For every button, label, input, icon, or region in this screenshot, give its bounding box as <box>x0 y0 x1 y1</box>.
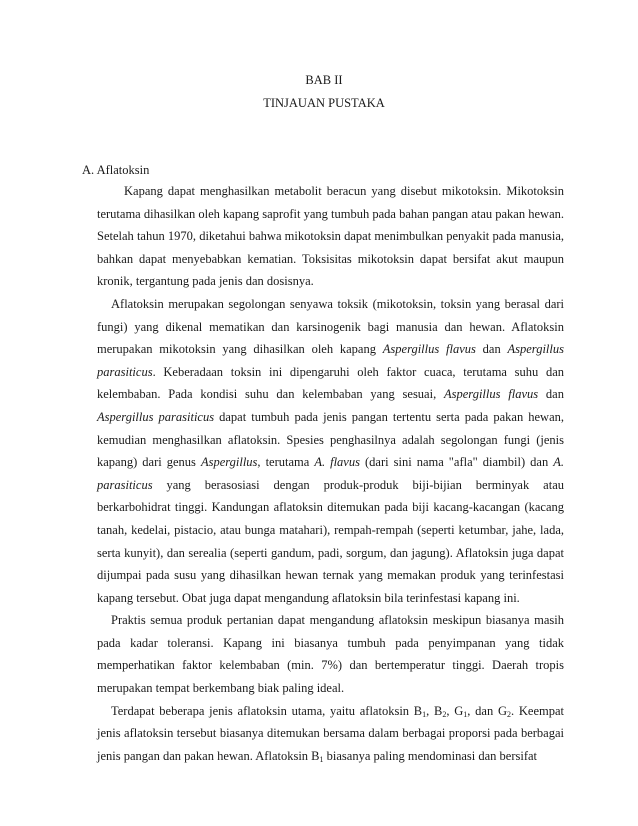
text-run: . Keempat jenis aflatoksin tersebut biasanya ditemukan bersama dalam berbagai proporsi pada berbagai jenis pangan dan pakan hewan. Aflatoksin B <box>97 703 565 763</box>
subscript: 1 <box>422 709 427 719</box>
italic-text: Aspergillus parasiticus <box>97 409 215 424</box>
italic-text: Aspergillus flavus <box>444 387 539 402</box>
italic-text: A. flavus <box>314 455 360 470</box>
text-run: , G <box>446 703 464 718</box>
text-run: dapat tumbuh pada jenis pangan tertentu serta pada pakan hewan, kemudian menghasilkan aflatoksin. Spesies penghasilnya adalah segolongan fungi (jenis kapang) dari genus <box>97 409 565 470</box>
paragraph <box>97 293 564 609</box>
italic-text: Aspergillus flavus <box>382 342 476 357</box>
subscript: 2 <box>442 709 447 719</box>
italic-text: Aspergillus parasiticus <box>97 342 564 379</box>
text-run: , B <box>426 703 443 718</box>
text-run: yang berasosiasi dengan produk-produk biji-bijian berminyak atau berkarbohidrat tinggi. Kandungan aflatoksin ditemukan pada biji kacang-kacangan (kacang tanah, kedelai, pistacio, atau bunga matahari), rempah-rempah (seperti ketumbar, jahe, lada, serta kunyit), dan serealia (seperti gandum, padi, sorgum, dan jagung). Aflatoksin juga dapat dijumpai pada susu yang dihasilkan hewan ternak yang memakan produk yang terinfestasi kapang tersebut. Obat juga dapat mengandung aflatoksin bila terinfestasi kapang ini. <box>97 477 564 605</box>
text-run: , dan G <box>467 703 508 718</box>
text-run: , terutama <box>257 455 315 470</box>
subscript: 2 <box>507 709 512 719</box>
text-run: (dari sini nama "afla" diambil) dan <box>359 455 554 470</box>
text-run: Aflatoksin merupakan segolongan senyawa toksik (mikotoksin, toksin yang berasal dari fungi) yang dikenal mematikan dan karsinogenik bagi manusia dan hewan. Aflatoksin merupakan mikotoksin yang dihasilkan oleh kapang <box>97 296 564 357</box>
subscript: 1 <box>463 709 468 719</box>
section-heading: A. Aflatoksin <box>82 163 150 177</box>
paragraph <box>97 609 564 699</box>
italic-text: Aspergillus <box>200 455 258 470</box>
text-run: Terdapat beberapa jenis aflatoksin utama, yaitu aflatoksin B <box>111 703 423 718</box>
italic-text: A. parasiticus <box>97 455 564 492</box>
text-run: . Keberadaan toksin ini dipengaruhi oleh faktor cuaca, terutama suhu dan kelembaban. Pada kondisi suhu dan kelembaban yang sesuai, <box>97 364 564 402</box>
text-run: Kapang dapat menghasilkan metabolit beracun yang disebut mikotoksin. Mikotoksin terutama dihasilkan oleh kapang saprofit yang tumbuh pada bahan pangan atau pakan hewan. Setelah tahun 1970, diketahui bahwa mikotoksin dapat menimbulkan penyakit pada manusia, bahkan dapat menyebabkan kematian. Toksisitas mikotoksin dapat bersifat akut maupun kronik, tergantung pada jenis dan dosisnya. <box>97 184 564 289</box>
body-text <box>97 180 564 767</box>
chapter-number: BAB II <box>305 73 343 87</box>
paragraph <box>97 180 564 293</box>
text-run: dan <box>475 342 508 357</box>
paragraph <box>97 700 564 768</box>
text-run: Praktis semua produk pertanian dapat mengandung aflatoksin meskipun biasanya masih pada kadar toleransi. Kapang ini biasanya tumbuh pada penyimpanan yang tidak memperhatikan faktor kelembaban (min. 7%) dan bertemperatur tinggi. Daerah tropis merupakan tempat berkembang biak paling ideal. <box>97 613 564 696</box>
text-run: dan <box>538 387 564 402</box>
text-run: biasanya paling mendominasi dan bersifat <box>323 748 538 763</box>
subscript: 1 <box>319 754 324 764</box>
chapter-title: TINJAUAN PUSTAKA <box>263 96 385 110</box>
